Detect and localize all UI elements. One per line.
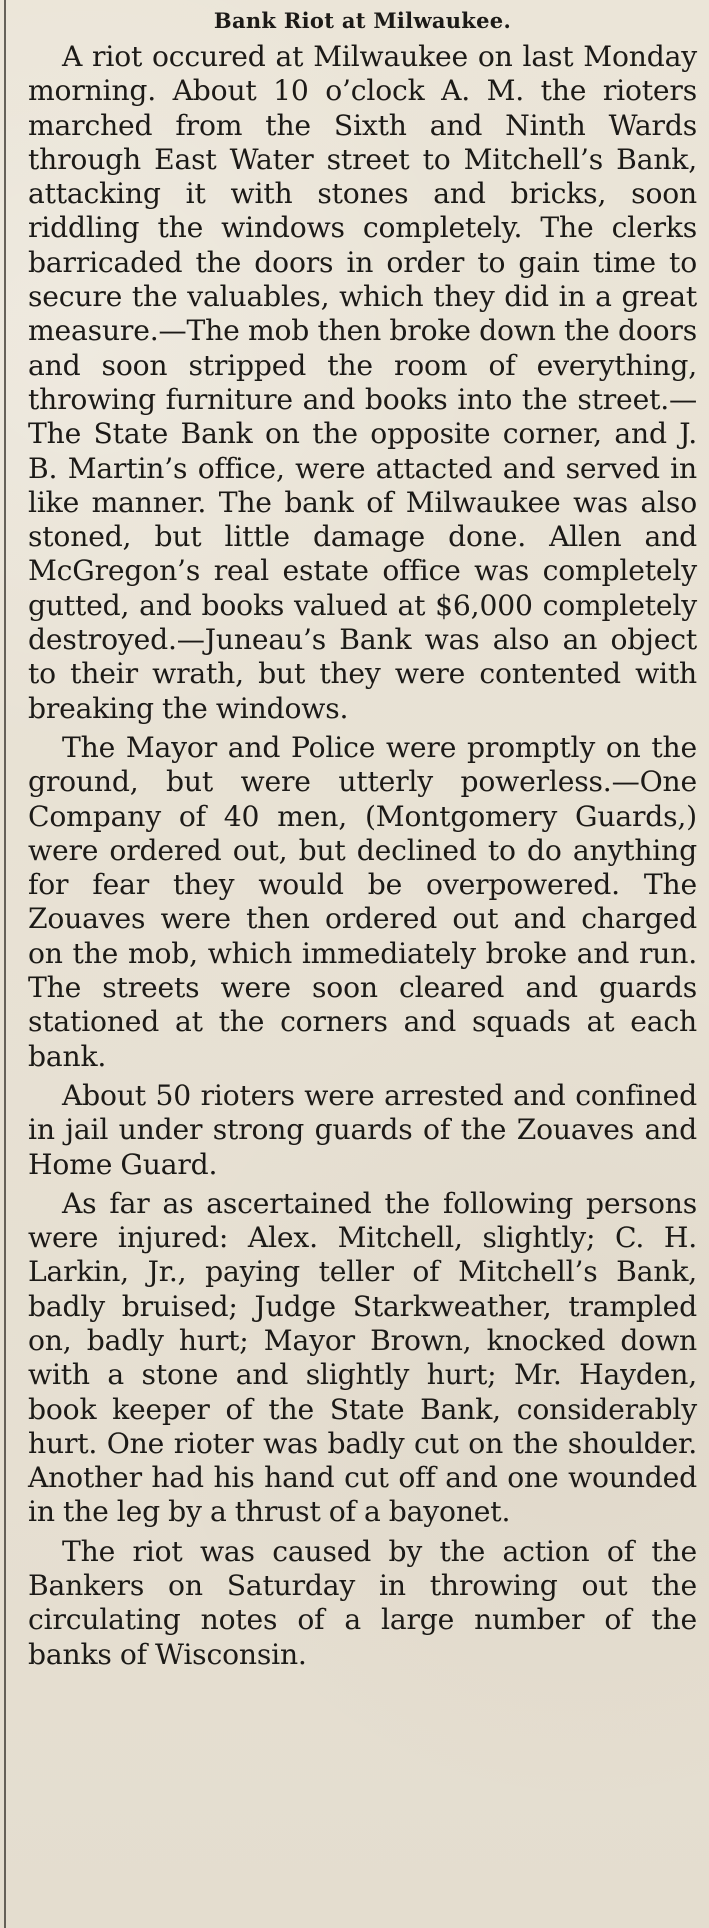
article: [28, 8, 697, 1672]
paragraph-arrests: About 50 rioters were arrested and confined in jail under strong guards of the Zouaves and Home Guard.: [28, 1078, 697, 1181]
paragraph-injuries: As far as ascertained the following persons were injured: Alex. Mitchell, slightly; C. H. Larkin, Jr., paying teller of Mitchell’s Bank, badly bruised; Judge Starkweather, trampled on, badly hurt; Mayor Brown, knocked down with a stone and slightly hurt; Mr. Hayden, book keeper of the State Bank, considerably hurt. One rioter was badly cut on the shoulder. Another had his hand cut off and one wounded in the leg by a thrust of a bayonet.: [28, 1186, 697, 1529]
paragraph-police-response: The Mayor and Police were promptly on the ground, but were utterly powerless.—One Company of 40 men, (Montgomery Guards,) were ordered out, but declined to do anything for fear they would be overpowered. The Zouaves were then ordered out and charged on the mob, which immediately broke and run. The streets were soon cleared and guards stationed at the corners and squads at each bank.: [28, 730, 697, 1073]
article-title: Bank Riot at Milwaukee.: [213, 8, 512, 33]
column-divider: [4, 0, 6, 1928]
paragraph-riot-account: A riot occured at Milwaukee on last Monday morning. About 10 o’clock A. M. the rioters marched from the Sixth and Ninth Wards through East Water street to Mitchell’s Bank, attacking it with stones and bricks, soon riddling the windows completely. The clerks barricaded the doors in order to gain time to secure the valuables, which they did in a great measure.—The mob then broke down the doors and soon stripped the room of everything, throwing furniture and books into the street.—The State Bank on the opposite corner, and J. B. Martin’s office, were attacted and served in like manner. The bank of Milwaukee was also stoned, but little damage done. Allen and McGregon’s real estate office was completely gutted, and books valued at $6,000 completely destroyed.—Juneau’s Bank was also an object to their wrath, but they were contented with breaking the windows.: [28, 40, 697, 725]
paragraph-cause: The riot was caused by the action of the Bankers on Saturday in throwing out the circulating notes of a large number of the banks of Wisconsin.: [28, 1534, 697, 1671]
